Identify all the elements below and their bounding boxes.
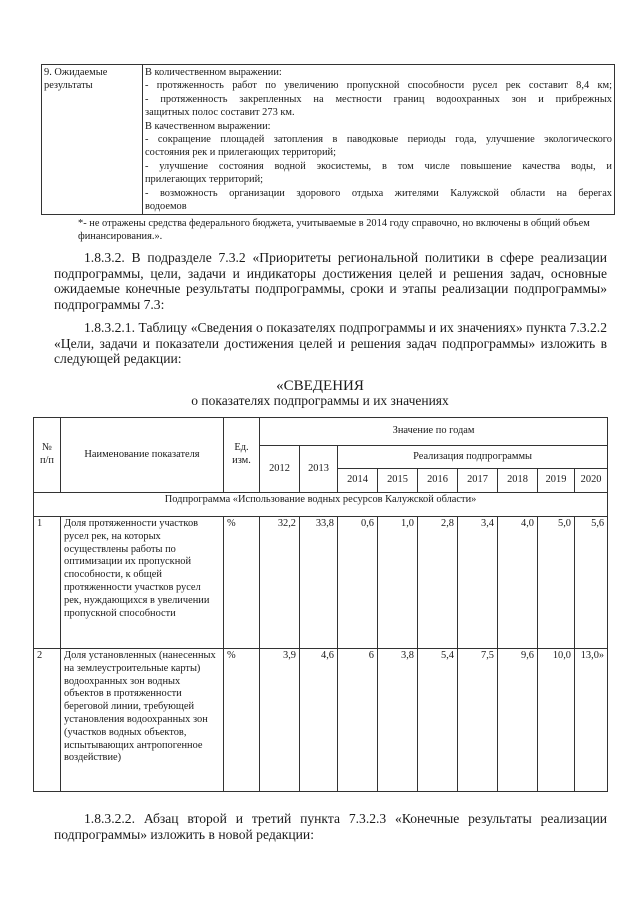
- indicators-table: [33, 417, 608, 792]
- row-value: 33,8: [300, 517, 338, 649]
- results-line: водоемов: [145, 201, 187, 213]
- results-line: В количественном выражении:: [145, 67, 282, 78]
- row-value: 3,4: [458, 517, 498, 649]
- header-name: Наименование показателя: [61, 418, 224, 493]
- year-header: 2015: [378, 469, 418, 493]
- row-name: Доля протяженности участков русел рек, на которых осуществлены работы по оптимизации их пропускной способности, к общей протяженности участков русел рек, нуждающихся в увеличении пропускной способности: [61, 517, 224, 649]
- row-value: 32,2: [260, 517, 300, 649]
- row-unit: %: [224, 517, 260, 649]
- row-value: 5,4: [418, 649, 458, 792]
- results-line: В качественном выражении:: [145, 120, 271, 132]
- table-title: «СВЕДЕНИЯ: [276, 378, 364, 394]
- row-value: 3,8: [378, 649, 418, 792]
- results-line: - протяженность закрепленных на местности границ водоохранных зон и прибрежных: [145, 93, 612, 105]
- results-line: защитных полос составит 273 км.: [145, 107, 295, 119]
- row-value: 13,0»: [575, 649, 608, 792]
- row-value: 4,6: [300, 649, 338, 792]
- row-value: 7,5: [458, 649, 498, 792]
- expected-results-label: 9. Ожидаемые результаты: [42, 65, 143, 215]
- row-num: 1: [34, 517, 61, 649]
- results-line: - возможность организации здорового отдыха жителями Калужской области на берегах: [145, 187, 612, 199]
- year-header: 2014: [338, 469, 378, 493]
- paragraph-1-8-3-2: 1.8.3.2. В подразделе 7.3.2 «Приоритеты региональной политики в сфере реализации подпрограммы, цели, задачи и индикаторы достижения целей и решения задач, основные ожидаемые конечные результаты подпрограммы, сроки и этапы реализации подпрограммы» подпрограммы 7.3:: [54, 250, 607, 312]
- expected-results-content: [143, 65, 615, 215]
- row-name: Доля установленных (нанесенных на землеустроительные карты) водоохранных зон водных объектов в протяженности береговой линии, требующей установления водоохранных зон (участков водных объектов, испытывающих антропогенное воздействие): [61, 649, 224, 792]
- year-header: 2012: [260, 446, 300, 493]
- row-value: 5,6: [575, 517, 608, 649]
- row-value: 0,6: [338, 517, 378, 649]
- row-value: 9,6: [498, 649, 538, 792]
- row-value: 2,8: [418, 517, 458, 649]
- paragraph-1-8-3-2-1: 1.8.3.2.1. Таблицу «Сведения о показателях подпрограммы и их значениях» пункта 7.3.2.2 «Цели, задачи и показатели достижения целей и решения задач подпрограммы» изложить в следующей редакции:: [54, 320, 607, 367]
- year-header: 2020: [575, 469, 608, 493]
- year-header: 2017: [458, 469, 498, 493]
- row-value: 5,0: [538, 517, 575, 649]
- results-line: - сокращение площадей затопления в паводковые периоды года, улучшение экологического: [145, 134, 612, 146]
- year-header: 2019: [538, 469, 575, 493]
- year-header: 2013: [300, 446, 338, 493]
- table-row: [34, 517, 608, 649]
- header-implementation: Реализация подпрограммы: [338, 446, 608, 469]
- row-value: 4,0: [498, 517, 538, 649]
- header-values-by-year: Значение по годам: [260, 418, 608, 446]
- row-value: 6: [338, 649, 378, 792]
- subprogram-title: Подпрограмма «Использование водных ресурсов Калужской области»: [34, 493, 608, 517]
- header-unit: Ед. изм.: [224, 418, 260, 493]
- results-line: прилегающих территорий;: [145, 174, 264, 186]
- table-subtitle: о показателях подпрограммы и их значениях: [191, 393, 449, 408]
- paragraph-1-8-3-2-2: 1.8.3.2.2. Абзац второй и третий пункта 7.3.2.3 «Конечные результаты реализации подпрограммы» изложить в новой редакции:: [54, 811, 607, 842]
- row-value: 1,0: [378, 517, 418, 649]
- table-row: [34, 649, 608, 792]
- results-line: состояния рек и прилегающих территорий;: [145, 147, 336, 159]
- year-header: 2018: [498, 469, 538, 493]
- row-value: 3,9: [260, 649, 300, 792]
- header-num: № п/п: [34, 418, 61, 493]
- footnote: *- не отражены средства федерального бюджета, учитываемые в 2014 году справочно, но включены в общий объем финансирования.».: [78, 218, 590, 242]
- expected-results-table: [41, 64, 615, 215]
- row-num: 2: [34, 649, 61, 792]
- year-header: 2016: [418, 469, 458, 493]
- results-line: - протяженность работ по увеличению пропускной способности русел рек составит 8,4 км;: [145, 80, 612, 92]
- results-line: - улучшение состояния водной экосистемы, в том числе повышение качества воды, и: [145, 160, 612, 172]
- row-unit: %: [224, 649, 260, 792]
- row-value: 10,0: [538, 649, 575, 792]
